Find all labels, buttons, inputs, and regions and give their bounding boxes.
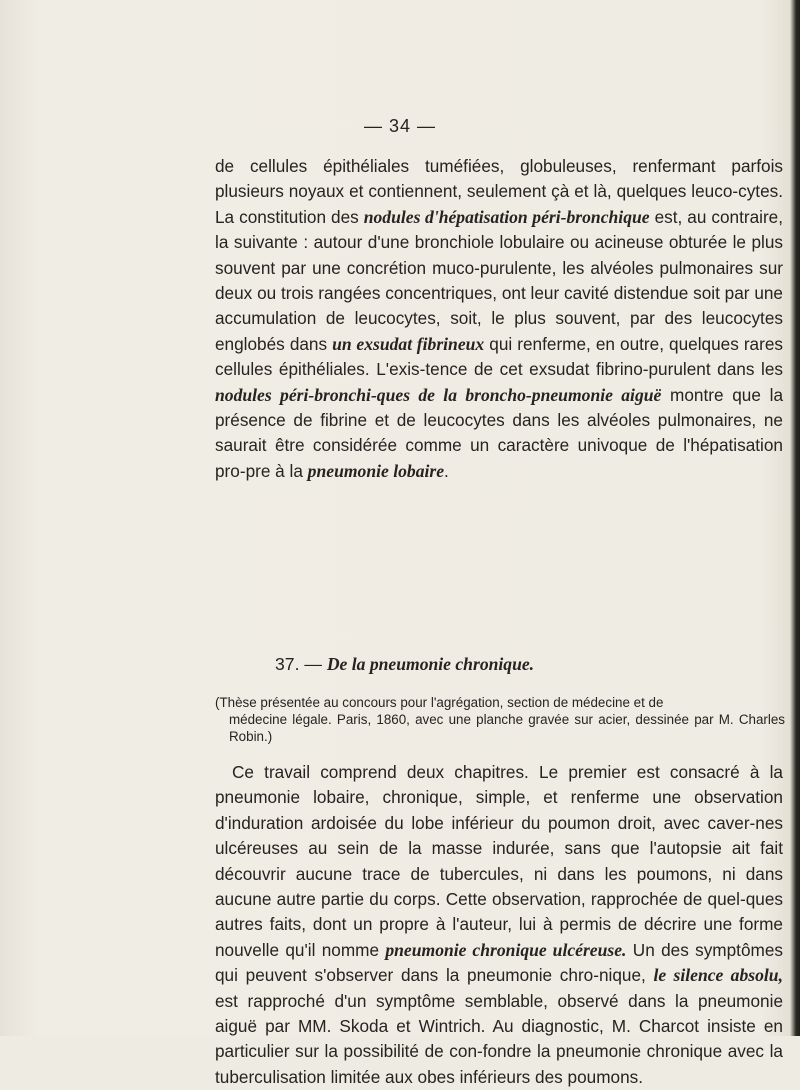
text-run: Ce travail comprend deux chapitres. Le premier est consacré à la pneumonie lobaire, chronique, simple, et renferme une observation d'induration ardoisée du lobe inférieur du poumon droit, avec caver-nes ulcéreuses au sein de la masse indurée, sans que l'autopsie ait fait découvrir aucune trace de tubercules, ni dans les poumons, ni dans aucune autre partie du corps. Cette observation, rapprochée de quel-ques autres faits, dont un propre à l'auteur, lui à permis de décrire une forme nouvelle qu'il nomme (215, 762, 783, 960)
italic-term: nodules péri-bronchi-ques de la broncho-pneumonie aiguë (215, 384, 662, 405)
section-heading (275, 654, 534, 675)
note-rest: médecine légale. Paris, 1860, avec une planche gravée sur acier, dessinée par M. Charles Robin.) (229, 712, 785, 744)
text-run: montre que la présence de fibrine et de leucocytes dans les alvéoles pulmonaires, ne saurait être considérée comme un caractère univoque de l'hépatisation pro-pre à la (215, 384, 784, 481)
paragraph-2 (215, 760, 783, 1090)
italic-term: pneumonie chronique ulcéreuse. (385, 939, 627, 960)
text-run: . (444, 460, 449, 481)
page-number: — 34 — (363, 116, 437, 136)
text-run: de cellules épithéliales tuméfiées, globuleuses, renfermant parfois plusieurs noyaux et contiennent, seulement çà et là, quelques leuco-cytes. La constitution des (215, 156, 783, 227)
note-line-1: (Thèse présentée au concours pour l'agrégation, section de médecine et de (215, 695, 664, 710)
italic-term: pneumonie lobaire (307, 460, 445, 481)
section-number: 37. — (275, 654, 322, 674)
paragraph-1 (215, 154, 783, 484)
text-run: est, au contraire, la suivante : autour d'une bronchiole lobulaire ou acineuse obturée le plus souvent par une concrétion muco-purulente, les alvéoles pulmonaires sur deux ou trois rangées concentriques, ont leur cavité distendue soit par une accumulation de leucocytes, soit, le plus souvent, par des leucocytes englobés dans (215, 206, 784, 354)
paragraph-1-text (215, 154, 783, 484)
text-run: est rapproché d'un symptôme semblable, observé dans la pneumonie aiguë par MM. Skoda et Wintrich. Au diagnostic, M. Charcot insiste en particulier sur la possibilité de con-fondre la pneumonie chronique avec la tuberculisation limitée aux obes inférieurs des poumons. (215, 990, 783, 1087)
paragraph-2-text (215, 760, 783, 1090)
italic-term: le silence absolu, (653, 965, 783, 986)
text-run: qui renferme, en outre, quelques rares cellules épithéliales. L'exis-tence de cet exsudat fibrino-purulent dans les (215, 333, 783, 380)
italic-term: nodules d'hépatisation péri-bronchique (363, 206, 650, 227)
italic-term: un exsudat fibrineux (332, 333, 485, 354)
section-title: De la pneumonie chronique. (326, 654, 535, 674)
bibliographic-note (215, 694, 785, 745)
text-run: Un des symptômes qui peuvent s'observer dans la pneumonie chro-nique, (215, 939, 783, 986)
